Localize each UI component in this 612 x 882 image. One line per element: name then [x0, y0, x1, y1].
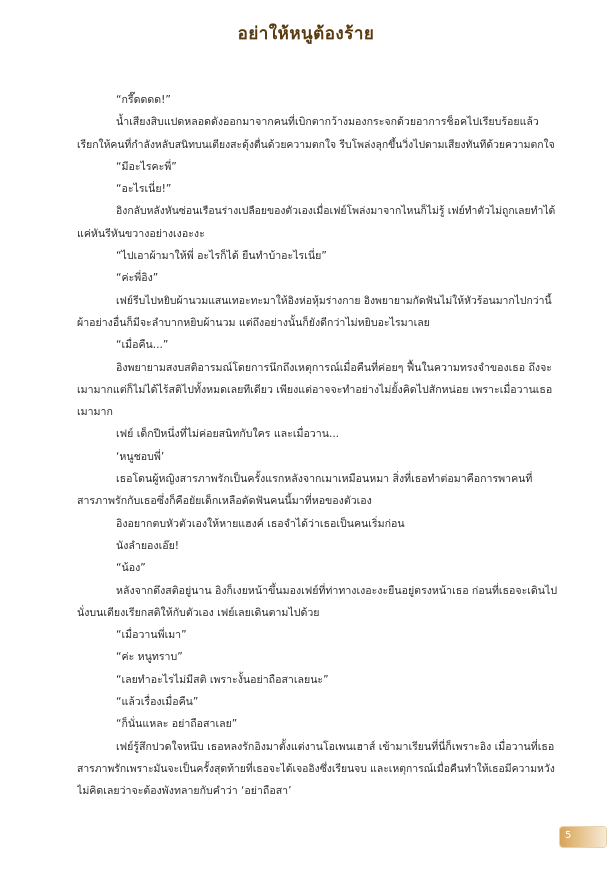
- page-number-badge: [560, 827, 606, 847]
- paragraph: เฟย์รีบไปหยิบผ้านวมแสนเทอะทะมาให้อิงห่อหุ้มร่างกาย อิงพยายามกัดฟันไม่ให้หัวร้อนมากไปกว่านี้: [116, 294, 552, 307]
- paragraph: “เมื่อคืน...”: [116, 339, 169, 352]
- paragraph: “มีอะไรคะพี่”: [116, 160, 177, 173]
- paragraph-continuation-line: นั่งบนเตียงเรียกสติให้กับตัวเอง เฟย์เลยเดินตามไปด้วย: [77, 606, 320, 619]
- paragraph: น้ำเสียงสิบแปดหลอดดังออกมาจากคนที่เบิกตากว้างมองกระจกด้วยอาการช็อคไปเรียบร้อยแล้ว: [116, 116, 539, 129]
- page-number: 5: [565, 830, 572, 841]
- paragraph-continuation-line: เรียกให้คนที่กำลังหลับสนิทบนเตียงสะดุ้งตื่นด้วยความตกใจ รีบโพล่งลุกขึ้นวิ่งไปดามเสียงทันทีด้วยความตกใจ: [77, 138, 555, 151]
- paragraph: ‘หนูชอบพี่’: [116, 450, 165, 463]
- paragraph: นังลำยองเอ๊ย!: [116, 539, 180, 552]
- paragraph: “ก็นั่นแหละ อย่าถือสาเลย”: [116, 718, 238, 731]
- paragraph-continuation-line: สารภาพรักกับเธอซึ่งก็คือยัยเด็กเหลือดัดฟันคนนี้มาที่หอของตัวเอง: [77, 495, 372, 508]
- paragraph: เฟย์ เด็กปีหนึ่งที่ไม่ค่อยสนิทกับใคร และเมื่อวาน...: [116, 428, 340, 441]
- paragraph: อิงกลับหลังหันซ่อนเรือนร่างเปลือยของตัวเองเมื่อเฟย์โพล่งมาจากไหนก็ไม่รู้ เฟย์ทำตัวไม่ถูกเลยทำได้: [116, 205, 556, 218]
- paragraph-continuation-line: เมามาก: [77, 406, 113, 419]
- paragraph: เฟย์รู้สึกปวดใจหนึบ เธอหลงรักอิงมาตั้งแต่งานโอเพนเฮาส์ เข้ามาเรียนที่นี่ก็เพราะอิง เมื่อวานที่เธอ: [116, 740, 555, 753]
- paragraph: “ค่ะพี่อิง”: [116, 272, 159, 285]
- story-body: [77, 89, 558, 803]
- paragraph: “กรี๊ดดดด!”: [116, 94, 171, 106]
- paragraph: “น้อง”: [116, 562, 146, 575]
- paragraph: “อะไรเนี่ย!”: [116, 183, 172, 196]
- paragraph-continuation-line: ผ้าอย่างอื่นก็มีจะลำบากหยิบผ้านวม แต่ถึงอย่างนั้นก็ยังดีกว่าไม่หยิบอะไรมาเลย: [77, 316, 430, 329]
- paragraph: “ค่ะ หนูทราบ”: [116, 651, 183, 664]
- paragraph-continuation-line: แค่หันรีหันขวางอย่างเงอะงะ: [77, 227, 205, 240]
- paragraph: เธอโดนผู้หญิงสารภาพรักเป็นครั้งแรกหลังจากเมาเหมือนหมา สิ่งที่เธอทำต่อมาคือการพาคนที่: [116, 473, 533, 486]
- paragraph-continuation-line: สารภาพรักเพราะมันจะเป็นครั้งสุดท้ายที่เธอจะได้เจออิงซึ่งเรียนจบ และเหตุการณ์เมื่อคืนทำให้เธอมีความหวัง: [77, 762, 555, 775]
- paragraph-continuation-line: ไม่คิดเลยว่าจะต้องพังทลายกับคำว่า ‘อย่าถือสา’: [77, 785, 292, 798]
- paragraph: “เมื่อวานพี่เมา”: [116, 629, 187, 642]
- paragraph: “ไปเอาผ้ามาให้พี่ อะไรก็ได้ ยืนทำบ้าอะไรเนี่ย”: [116, 250, 327, 263]
- paragraph: อิงพยายามสงบสติอารมณ์โดยการนึกถึงเหตุการณ์เมื่อคืนที่ค่อยๆ ฟื้นในความทรงจำของเธอ ถึงจะ: [116, 361, 552, 374]
- paragraph: หลังจากดึงสติอยู่นาน อิงก็เงยหน้าขึ้นมองเฟย์ที่ท่าทางเงอะงะยืนอยู่ตรงหน้าเธอ ก่อนที่เธอจะเดินไป: [116, 584, 558, 597]
- paragraph-continuation-line: เมามากแต่ก็ไม่ได้ไร้สติไปทั้งหมดเลยทีเดียว เพียงแต่อาจจะทำอย่างไม่ยั้งคิดไปสักหน่อย เพราะเมื่อวานเธอ: [77, 383, 553, 396]
- document-title: อย่าให้หนูต้องร้าย: [237, 24, 375, 44]
- paragraph: “เลยทำอะไรไม่มีสติ เพราะงั้นอย่าถือสาเลยนะ”: [116, 673, 329, 686]
- paragraph: อิงอยากตบหัวตัวเองให้หายแฮงค์ เธอจำได้ว่าเธอเป็นคนเริ่มก่อน: [116, 517, 405, 530]
- paragraph: “แล้วเรื่องเมื่อคืน”: [116, 696, 199, 709]
